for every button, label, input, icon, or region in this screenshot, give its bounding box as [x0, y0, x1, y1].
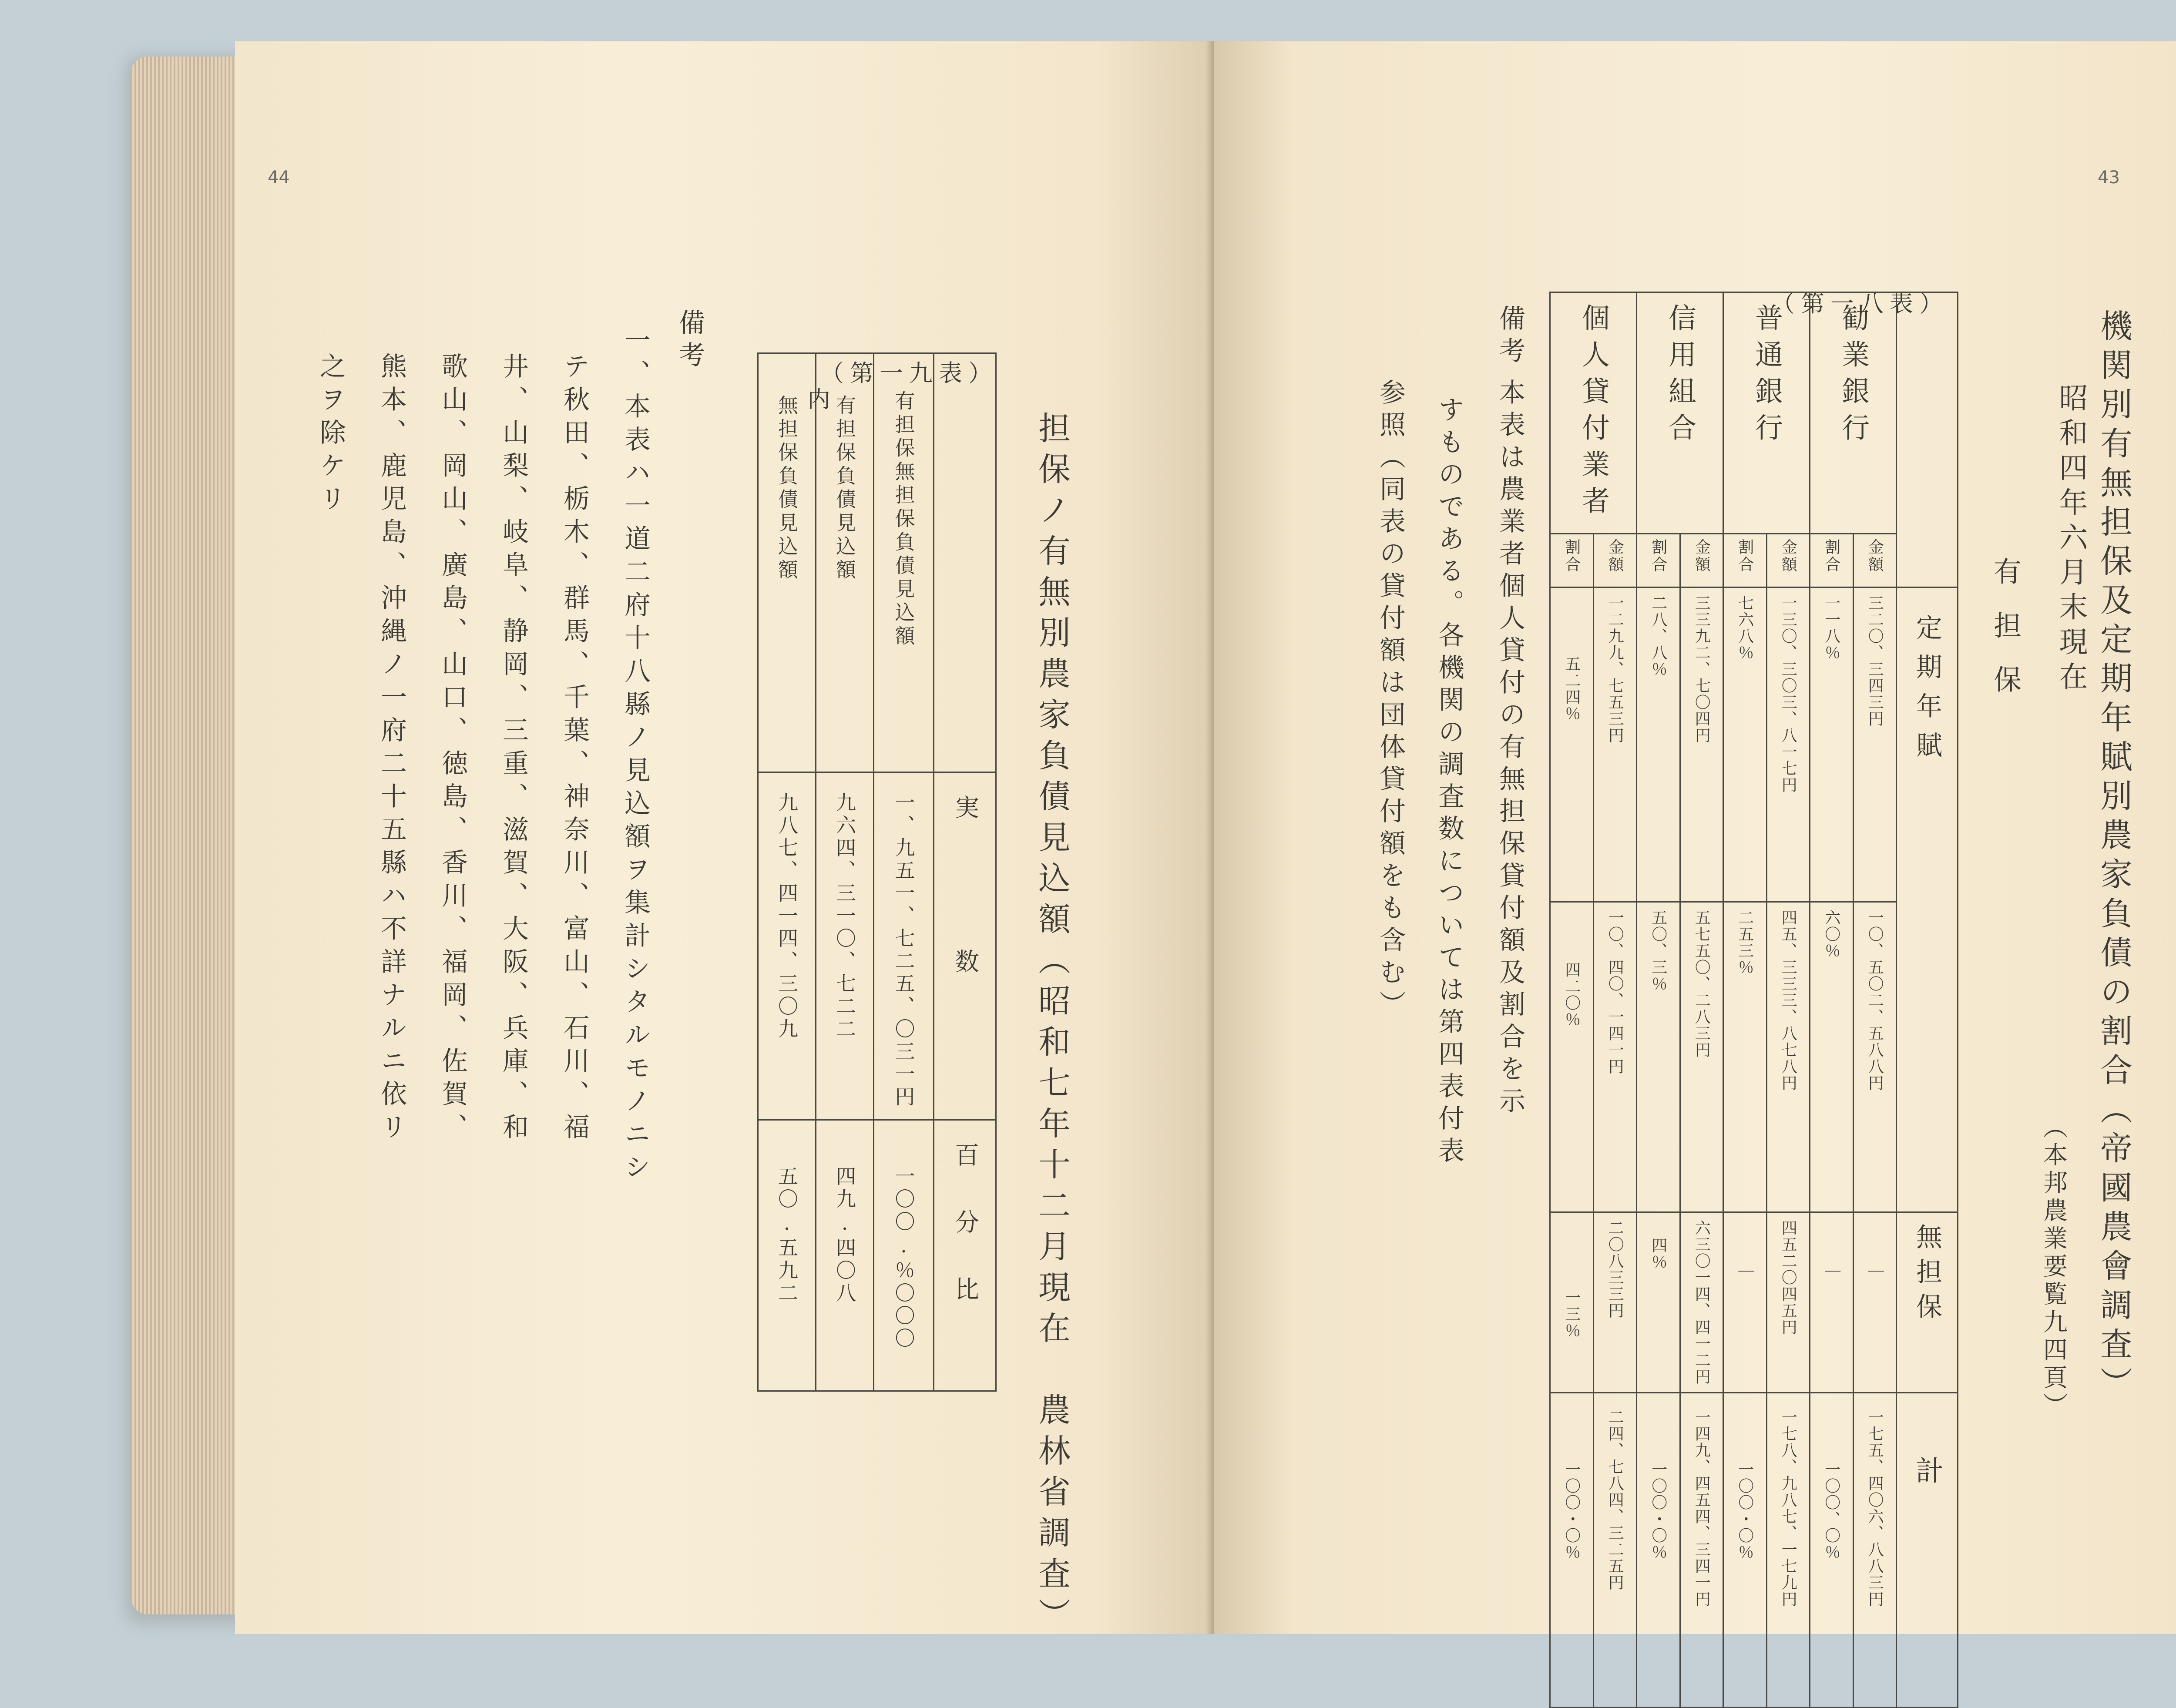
t18-rowhead-total: 計 [1897, 1393, 1958, 1708]
t18-kangyo-r1-ratio: 一一八％ [1810, 587, 1854, 902]
t18-shinyo-r2-ratio: 五〇、三％ [1637, 902, 1680, 1212]
t19-header-blank [934, 353, 996, 772]
right-page-number: 43 [2098, 168, 2120, 188]
t18-corner [1897, 292, 1958, 587]
t18-inst-kangyo: 勧業銀行 [1810, 292, 1897, 534]
right-notes-heading: 備考 [1495, 305, 1525, 369]
t18-futsu-r3-ratio: ｜ [1723, 1212, 1767, 1393]
left-page-edges [131, 57, 239, 1614]
t18-futsu-r1-ratio: 七六八％ [1723, 587, 1767, 902]
t18-kojin-r4-amount: 二四、七八四、三二五円 [1593, 1393, 1637, 1708]
right-table-source: （本邦農業要覧九四頁） [2039, 1114, 2068, 1420]
table-18 [1549, 292, 1958, 1708]
t18-shinyo-r4-ratio: 一〇〇・〇％ [1637, 1393, 1680, 1708]
t18-sub-shinyo-ratio: 割合 [1637, 534, 1680, 587]
t19-cell-insured-percent: 四九.四〇八 [816, 1120, 874, 1391]
t19-cell-noninsured-amount: 九八七、四一四、三〇九 [758, 772, 816, 1120]
t18-shinyo-r2-amount: 五七五〇、二八三円 [1680, 902, 1723, 1212]
t18-futsu-r2-ratio: 二五三％ [1723, 902, 1767, 1212]
t19-cell-insured-amount: 九六四、三一〇、七二二 [816, 772, 874, 1120]
t19-cell-total-amount: 一、九五一、七二五、〇三一円 [874, 772, 934, 1120]
right-note-line-2: すものである。各機関の調査数については第四表付表 [1434, 396, 1464, 1169]
left-table-caption: （第一九表） [820, 359, 998, 387]
t18-kojin-r4-ratio: 一〇〇・〇％ [1550, 1393, 1594, 1708]
t18-inst-kojin: 個人貸付業者 [1550, 292, 1637, 534]
left-page-number: 44 [268, 168, 290, 188]
t18-sub-shinyo-amount: 金額 [1680, 534, 1723, 587]
left-notes-heading: 備考 [675, 309, 705, 373]
left-note-line-1: 一、本表ハ一道二府十八縣ノ見込額ヲ集計シタルモノニシ [620, 326, 651, 1186]
t18-rowhead-definite: 定期年賦 [1897, 587, 1958, 1212]
t19-col-header-actual: 実 数 [934, 772, 996, 1120]
t18-futsu-r1-amount: 一三〇、三〇三、八一七円 [1766, 587, 1810, 902]
t18-shinyo-r1-ratio: 二八、八％ [1637, 587, 1680, 902]
t18-kojin-r3-ratio: 一三％ [1550, 1212, 1594, 1393]
t19-col-header-percent: 百 分 比 [934, 1120, 996, 1391]
t18-futsu-r4-amount: 一七八、九八七、一七九円 [1766, 1393, 1810, 1708]
t18-sub-kangyo-amount: 金額 [1853, 534, 1897, 587]
t18-kangyo-r4-ratio: 一〇〇、〇％ [1810, 1393, 1854, 1708]
t18-kojin-r1-ratio: 五二四％ [1550, 587, 1594, 902]
t18-futsu-r2-amount: 四五、三三三、八七八円 [1766, 902, 1810, 1212]
t18-kangyo-r3-amount: ｜ [1853, 1212, 1897, 1393]
t18-sub-kojin-ratio: 割合 [1550, 534, 1594, 587]
t18-kangyo-r1-amount: 三二〇、三四三円 [1853, 587, 1897, 902]
left-table-title: 担保ノ有無別農家負債見込額（昭和七年十二月現在 農林省調査） [1033, 411, 1071, 1638]
t19-cell-noninsured-percent: 五〇.五九二 [758, 1120, 816, 1391]
t18-kangyo-r2-amount: 一〇、五〇二、五八八円 [1853, 902, 1897, 1212]
t19-header-noninsured: 無担保負債見込額 [758, 353, 816, 772]
t18-kojin-r1-amount: 一二九九、七五三円 [1593, 587, 1637, 902]
left-note-line-2: テ秋田、栃木、群馬、千葉、神奈川、富山、石川、福 [559, 352, 590, 1146]
left-note-line-6: 之ヲ除ケリ [316, 352, 346, 518]
t18-shinyo-r1-amount: 三三九二、七〇四円 [1680, 587, 1723, 902]
right-table-title: 機関別有無担保及定期年賦別農家負債の割合（帝國農會調査） [2095, 309, 2132, 1406]
right-table-date: 昭和四年六月末現在 [2054, 383, 2088, 696]
t18-rowhead-secured: 有担保 [1989, 557, 2021, 719]
t19-inner-label: 内 [803, 387, 829, 410]
right-table-caption: （第一八表） [1771, 290, 1949, 317]
t18-futsu-r3-amount: 四五二〇四五円 [1766, 1212, 1810, 1393]
t19-header-total: 有担保無担保負債見込額 [874, 353, 934, 772]
t18-futsu-r4-ratio: 一〇〇・〇％ [1723, 1393, 1767, 1708]
t18-kojin-r3-amount: 二〇八三三円 [1593, 1212, 1637, 1393]
t18-kangyo-r3-ratio: ｜ [1810, 1212, 1854, 1393]
t18-shinyo-r4-amount: 一四九、四五四、三四一円 [1680, 1393, 1723, 1708]
right-note-line-1: 本表は農業者個人貸付の有無担保貸付額及割合を示 [1495, 379, 1525, 1119]
t18-sub-futsu-amount: 金額 [1766, 534, 1810, 587]
t18-rowhead-nonsecured: 無担保 [1897, 1212, 1958, 1393]
t18-sub-kangyo-ratio: 割合 [1810, 534, 1854, 587]
left-note-line-4: 歌山、岡山、廣島、山口、徳島、香川、福岡、佐賀、 [437, 352, 468, 1146]
t18-sub-kojin-amount: 金額 [1593, 534, 1637, 587]
t18-inst-shinyo: 信用組合 [1637, 292, 1723, 534]
table-19 [757, 352, 997, 1392]
t18-kojin-r2-ratio: 四二〇％ [1550, 902, 1594, 1212]
t18-kojin-r2-amount: 一〇、四〇、一四一円 [1593, 902, 1637, 1212]
t18-kangyo-r4-amount: 一七五、四〇六、八八三円 [1853, 1393, 1897, 1708]
t18-shinyo-r3-ratio: 四％ [1637, 1212, 1680, 1393]
t19-header-insured: 有担保負債見込額 [816, 353, 874, 772]
left-note-line-3: 井、山梨、岐阜、静岡、三重、滋賀、大阪、兵庫、和 [498, 352, 529, 1146]
t18-kangyo-r2-ratio: 六〇％ [1810, 902, 1854, 1212]
t18-inst-futsu: 普通銀行 [1723, 292, 1810, 534]
t19-cell-total-percent: 一〇〇.％〇〇〇 [874, 1120, 934, 1391]
t18-sub-futsu-ratio: 割合 [1723, 534, 1767, 587]
left-note-line-5: 熊本、鹿児島、沖縄ノ一府二十五縣ハ不詳ナルニ依リ [376, 352, 407, 1146]
t18-shinyo-r3-amount: 六三〇一四、四一二円 [1680, 1212, 1723, 1393]
right-note-line-3: 参照（同表の貸付額は団体貸付額をも含む） [1375, 379, 1406, 1023]
